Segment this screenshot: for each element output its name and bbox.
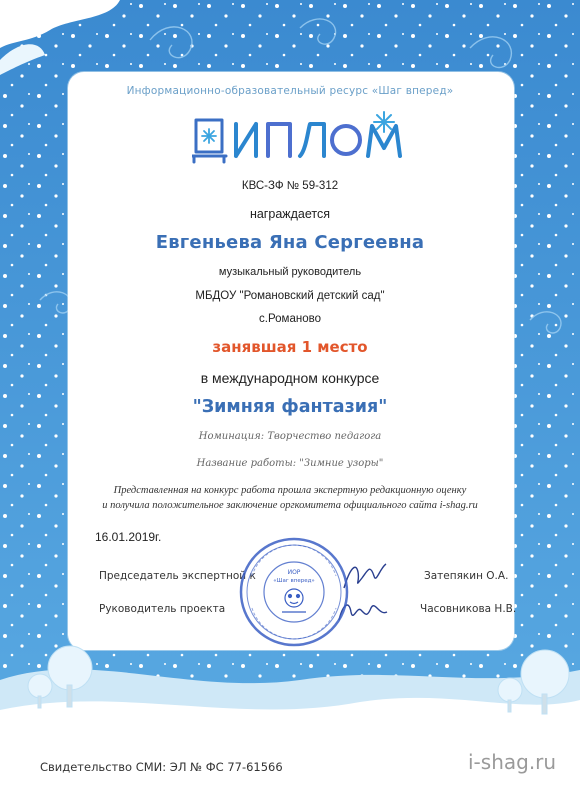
work-title-text: Название работы: "Зимние узоры" — [196, 458, 384, 469]
svg-text:«Шаг вперед»: «Шаг вперед» — [273, 578, 315, 584]
expert-note — [0, 483, 580, 513]
resource-line: Информационно-образовательный ресурс «Шаг вперед» — [126, 85, 454, 97]
diploma-logo — [192, 110, 422, 166]
chairman-label: Председатель экспертной к — [99, 570, 256, 582]
contest-label: в международном конкурсе — [200, 370, 380, 386]
site-logo: i-shag.ru — [468, 750, 557, 774]
expert-note-line-1: Представленная на конкурс работа прошла экспертную редакционную оценку — [113, 485, 467, 496]
place-text: занявшая 1 место — [212, 338, 368, 356]
recipient-organization: МБДОУ "Романовский детский сад" — [195, 290, 385, 302]
expert-note-line-2: и получила положительное заключение оргкомитета официального сайта i-shag.ru — [102, 500, 478, 511]
svg-text:ИОР: ИОР — [287, 569, 301, 576]
organization-stamp — [238, 536, 350, 648]
awarded-label: награждается — [249, 207, 331, 221]
issue-date: 16.01.2019г. — [95, 530, 162, 544]
nomination-text: Номинация: Творчество педагога — [198, 431, 382, 442]
chairman-name: Затепякин О.А. — [424, 570, 509, 582]
media-certificate: Свидетельство СМИ: ЭЛ № ФС 77-61566 — [40, 760, 283, 774]
certificate-number: КВС-ЗФ № 59-312 — [241, 180, 339, 192]
recipient-position: музыкальный руководитель — [218, 266, 362, 278]
recipient-name: Евгеньева Яна Сергеевна — [155, 232, 425, 253]
manager-name: Часовникова Н.В. — [420, 603, 517, 615]
manager-label: Руководитель проекта — [99, 603, 226, 615]
snowy-landscape — [0, 640, 580, 760]
recipient-village: с.Романово — [259, 313, 321, 325]
contest-title: "Зимняя фантазия" — [192, 397, 388, 417]
